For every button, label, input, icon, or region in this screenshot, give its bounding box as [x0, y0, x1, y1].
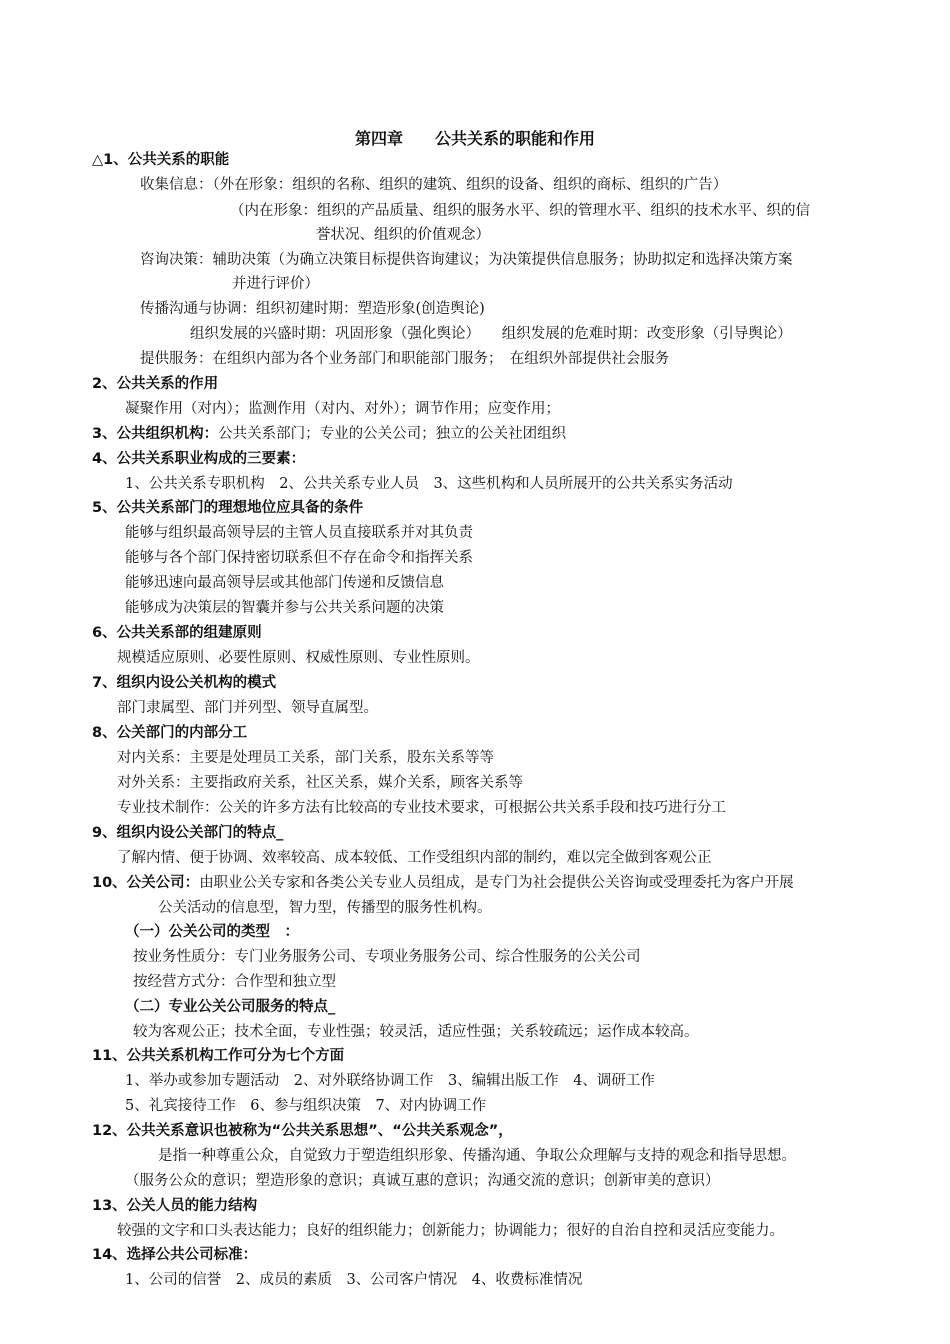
section-1-heading: △1、公共关系的职能	[92, 152, 230, 168]
section-6-heading: 6、公共关系部的组建原则	[92, 625, 262, 641]
section-9-heading: 9、组织内设公关部门的特点_	[92, 825, 284, 841]
section-3-text: 公共关系部门；专业的公关公司；独立的公关社团组织	[218, 426, 567, 442]
section-3-heading: 3、公共组织机构：	[92, 426, 219, 442]
section-14-heading: 14、选择公共公司标准：	[92, 1247, 258, 1263]
s1-line: 誉状况、组织的价值观念）	[316, 227, 490, 243]
section-4-heading: 4、公共关系职业构成的三要素：	[92, 451, 306, 467]
s4-line: 1、公共关系专职机构 2、公共关系专业人员 3、这些机构和人员所展开的公共关系实务活动	[125, 476, 733, 492]
section-8-heading: 8、公关部门的内部分工	[92, 725, 248, 741]
s10-line: 按业务性质分：专门业务服务公司、专项业务服务公司、综合性服务的公关公司	[133, 949, 641, 965]
s5-line: 能够成为决策层的智囊并参与公共关系问题的决策	[125, 600, 444, 616]
s13-line: 较强的文字和口头表达能力；良好的组织能力；创新能力；协调能力；很好的自治自控和灵活应变能力。	[117, 1223, 784, 1239]
s6-line: 规模适应原则、必要性原则、权威性原则、专业性原则。	[117, 650, 480, 666]
section-10-line	[92, 873, 794, 893]
s12-line: 是指一种尊重公众，自觉致力于塑造组织形象、传播沟通、争取公众理解与支持的观念和指导思想。	[158, 1148, 796, 1164]
s8-line: 对外关系：主要指政府关系，社区关系，媒介关系，顾客关系等	[117, 775, 523, 791]
s9-line: 了解内情、便于协调、效率较高、成本较低、工作受组织内部的制约，难以完全做到客观公正	[117, 850, 712, 866]
s1-line: 传播沟通与协调：组织初建时期：塑造形象(创造舆论)	[140, 301, 485, 317]
section-13-heading: 13、公关人员的能力结构	[92, 1198, 258, 1214]
s10-line: 较为客观公正；技术全面，专业性强；较灵活，适应性强；关系较疏远；运作成本较高。	[133, 1024, 699, 1040]
s10-line: 按经营方式分：合作型和独立型	[133, 974, 336, 990]
s8-line: 专业技术制作：公关的许多方法有比较高的专业技术要求，可根据公共关系手段和技巧进行分工	[117, 800, 726, 816]
s1-line: 收集信息：（外在形象：组织的名称、组织的建筑、组织的设备、组织的商标、组织的广告）	[140, 177, 728, 193]
section-2-heading: 2、公共关系的作用	[92, 376, 219, 392]
section-3-line	[92, 424, 566, 444]
section-11-heading: 11、公共关系机构工作可分为七个方面	[92, 1048, 345, 1064]
s5-line: 能够迅速向最高领导层或其他部门传递和反馈信息	[125, 575, 444, 591]
s1-line: 提供服务：在组织内部为各个业务部门和职能部门服务； 在组织外部提供社会服务	[140, 351, 670, 367]
s11-line: 1、举办或参加专题活动 2、对外联络协调工作 3、编辑出版工作 4、调研工作	[125, 1073, 655, 1089]
section-5-heading: 5、公共关系部门的理想地位应具备的条件	[92, 500, 364, 516]
s2-line: 凝聚作用（对内）；监测作用（对内、对外）；调节作用；应变作用；	[125, 401, 560, 417]
s10-line: 公关活动的信息型，智力型，传播型的服务性机构。	[158, 900, 492, 916]
s11-line: 5、礼宾接待工作 6、参与组织决策 7、对内协调工作	[125, 1098, 487, 1114]
section-10-text: 由职业公关专家和各类公关专业人员组成，是专门为社会提供公关咨询或受理委托为客户开展	[199, 875, 794, 891]
s7-line: 部门隶属型、部门并列型、领导直属型。	[117, 700, 378, 716]
s1-line: 咨询决策：辅助决策（为确立决策目标提供咨询建议；为决策提供信息服务；协助拟定和选择决策方案	[140, 252, 793, 268]
s12-line: （服务公众的意识；塑造形象的意识；真诚互惠的意识；沟通交流的意识；创新审美的意识）	[125, 1173, 720, 1189]
section-7-heading: 7、组织内设公关机构的模式	[92, 675, 277, 691]
s10-subheading: （二）专业公关公司服务的特点_	[125, 999, 336, 1015]
chapter-title: 第四章 公共关系的职能和作用	[354, 129, 595, 148]
s14-line: 1、公司的信誉 2、成员的素质 3、公司客户情况 4、收费标准情况	[125, 1272, 583, 1288]
s1-line: （内在形象：组织的产品质量、组织的服务水平、织的管理水平、组织的技术水平、织的信	[230, 203, 810, 219]
s5-line: 能够与各个部门保持密切联系但不存在命令和指挥关系	[125, 550, 473, 566]
s1-line: 并进行评价）	[232, 276, 319, 292]
section-12-heading: 12、公共关系意识也被称为“公共关系思想”、“公共关系观念”，	[92, 1123, 513, 1139]
s10-subheading: （一）公关公司的类型 ：	[125, 924, 299, 940]
s1-line: 组织发展的兴盛时期：巩固形象（强化舆论） 组织发展的危难时期：改变形象（引导舆论）	[190, 326, 792, 342]
section-10-heading: 10、公关公司：	[92, 875, 200, 891]
s8-line: 对内关系：主要是处理员工关系，部门关系，股东关系等等	[117, 750, 494, 766]
s5-line: 能够与组织最高领导层的主管人员直接联系并对其负责	[125, 525, 473, 541]
